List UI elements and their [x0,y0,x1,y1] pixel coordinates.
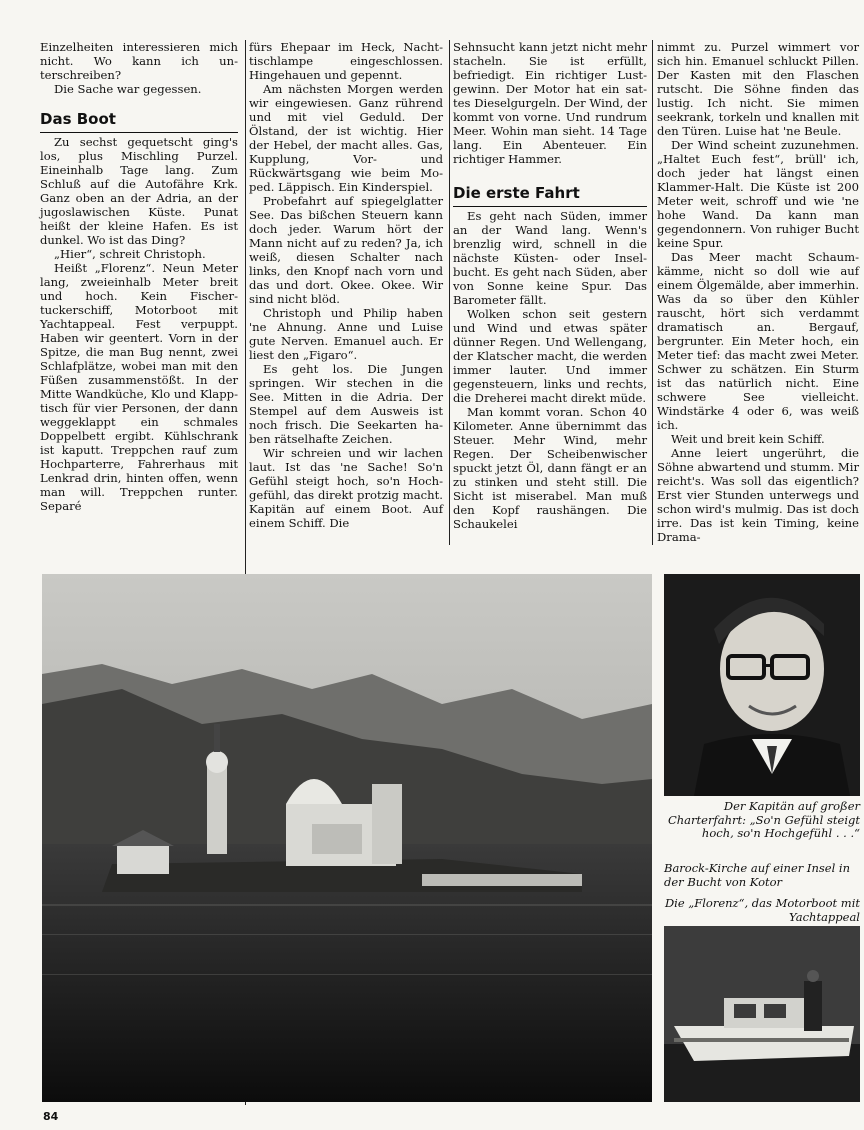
paragraph: Am nächsten Morgen werden wir eingewiesen. Ganz rührend und mit viel Geduld. Der Ölstand, der ist wichtig. Hier der Hebel, der macht alles. Gas, Kupplung, Vor- und Rückwärtsgang wie beim Moped. Läppisch. Ein Kinderspiel. [249,82,443,194]
paragraph: Heißt „Florenz“. Neun Meter lang, zweieinhalb Meter breit und hoch. Kein Fischertuckerschiff, Motorboot mit Yachtappeal. Fest verpuppt. Haben wir geentert. Vorn in der Spitze, die man Bug nennt, zwei Schlafplätze, wobei man mit den Füßen zusammenstößt. In der Mitte Wandküche, Klo und Klapptisch für vier Personen, der dann weggeklappt ein schmales Doppelbett ergibt. Kühlschrank ist kaputt. Treppchen rauf zum Hochparterre, Fahrerhaus mit Lenkrad drin, hinten offen, wenn man will. Treppchen runter. Separé [40,261,238,513]
paragraph: Einzelheiten interessieren mich nicht. Wo kann ich unterschreiben? [40,40,238,82]
column-rule-2 [449,40,450,545]
captain-portrait-image [664,574,860,796]
boat-florenz-image [664,926,860,1102]
paragraph: Christoph und Philip haben 'ne Ahnung. Anne und Luise gute Nerven. Emanuel auch. Er liest den „Figaro“. [249,306,443,362]
boat-caption: Die „Florenz“, das Motorboot mit Yachtappeal [664,896,860,924]
captain-caption: Der Kapitän auf großer Charterfahrt: „So'n Gefühl steigt hoch, so'n Hochgefühl . . .“ [667,799,860,840]
paragraph: Es geht nach Süden, immer an der Wand lang. Wenn's brenzlig wird, schnell in die nächste Küsten- oder Inselbucht. Es geht nach Süden, aber von Sonne keine Spur. Das Barometer fällt. [453,209,647,307]
paragraph: Es geht los. Die Jungen springen. Wir stechen in die See. Mitten in die Adria. Der Stempel auf dem Ausweis ist noch frisch. Die Seekarten haben rätselhafte Zeichen. [249,362,443,446]
section-heading-die-erste-fahrt: Die erste Fahrt [453,184,647,207]
paragraph: nimmt zu. Purzel wimmert vor sich hin. Emanuel schluckt Pillen. Der Kasten mit den Flaschen rutscht. Die Söhne finden das lustig. Ich nicht. Sie mimen seekrank, torkeln und knallen mit den Türen. Luise hat 'ne Beule. [657,40,859,138]
paragraph: Die Sache war gegessen. [54,82,202,96]
paragraph: Der Wind scheint zuzunehmen. „Haltet Euch fest“, brüll' ich, doch jeder hat längst einen Klammer-Halt. Die Küste ist 200 Meter weit, schroff und wie 'ne hohe Wand. Da kann man gegendonnern. Von ruhiger Bucht keine Spur. [657,138,859,250]
page-number: 84 [43,1110,59,1123]
section-heading-das-boot: Das Boot [40,110,238,133]
paragraph: Zu sechst gequetscht ging's los, plus Mischling Purzel. Eineinhalb Tage lang. Zum Schluß auf die Autofähre Krk. Ganz oben an der Adria, an der jugoslawischen Küste. Punat heißt der kleine Hafen. Es ist dunkel. Wo ist das Ding? [40,135,238,247]
church-island-image [42,574,652,1102]
column-rule-3 [652,40,653,545]
paragraph: „Hier“, schreit Christoph. [54,247,206,261]
paragraph: Anne leiert ungerührt, die Söhne abwartend und stumm. Mir reicht's. Was soll das eigentlich? Erst vier Stunden unterwegs und schon wird's mulmig. Das ist doch irre. Das ist kein Timing, keine Drama- [657,446,859,544]
paragraph: Wir schreien und wir lachen laut. Ist das 'ne Sache! So'n Gefühl steigt hoch, so'n Hochgefühl, das direkt protzig macht. Kapitän auf einem Boot. Auf einem Schiff. Die [249,446,443,530]
paragraph: Sehnsucht kann jetzt nicht mehr stacheln. Sie ist erfüllt, befriedigt. Ein richtiger Lustgewinn. Der Motor hat ein sattes Dieselgurgeln. Der Wind, der kommt von vorne. Und rundrum Meer. Wohin man sieht. 14 Tage lang. Ein Abenteuer. Ein richtiger Hammer. [453,40,647,166]
paragraph: Das Meer macht Schaumkämme, nicht so doll wie auf einem Ölgemälde, aber immerhin. Was da so über den Kühler rauscht, hört sich verdammt dramatisch an. Bergauf, bergrunter. Ein Meter hoch, ein Meter tief: das macht zwei Meter. Schwer zu schätzen. Ein Sturm ist das natürlich nicht. Eine schwere See vielleicht. Windstärke 4 oder 6, was weiß ich. [657,250,859,432]
church-caption: Barock-Kirche auf einer Insel in der Bucht von Kotor [664,861,850,889]
article-column-3 [453,40,647,531]
boat-florenz-photo [664,926,860,1102]
paragraph: Man kommt voran. Schon 40 Kilometer. Anne übernimmt das Steuer. Mehr Wind, mehr Regen. Der Scheibenwischer spuckt jetzt Öl, dann fängt er an zu stinken und steht still. Die Sicht ist miserabel. Man muß den Kopf raushängen. Die Schaukelei [453,405,647,531]
article-column-2 [249,40,443,530]
paragraph: Weit und breit kein Schiff. [671,432,825,446]
captain-portrait-photo [664,574,860,796]
article-column-4 [657,40,859,544]
church-island-photo [42,574,652,1102]
paragraph: Wolken schon seit gestern und Wind und etwas später dünner Regen. Und Wellengang, der Klatscher macht, die werden immer lauter. Und immer gegensteuern, links und rechts, die Dreherei macht direkt müde. [453,307,647,405]
paragraph: Probefahrt auf spiegelglatter See. Das bißchen Steuern kann doch jeder. Warum hört der Mann nicht auf zu reden? Ja, ich weiß, diesen Schalter nach links, den Knopf nach vorn und das und dort. Okee. Okee. Wir sind nicht blöd. [249,194,443,306]
paragraph: fürs Ehepaar im Heck, Nachttischlampe eingeschlossen. Hingehauen und gepennt. [249,40,443,82]
article-column-1 [40,40,238,513]
